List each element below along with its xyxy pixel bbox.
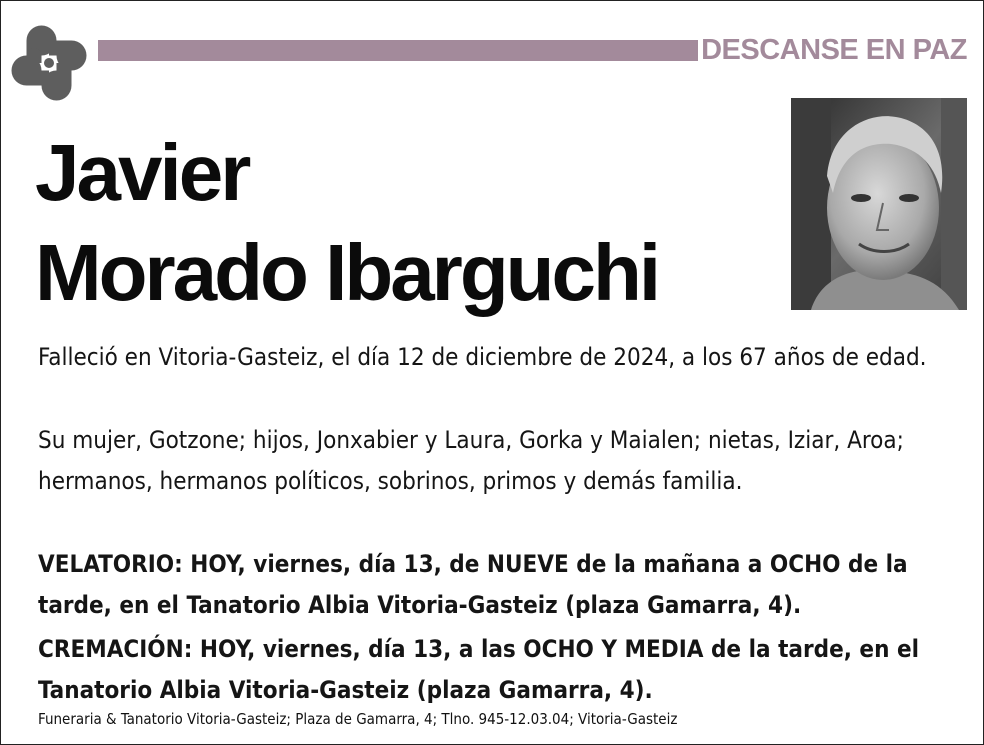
cremation-paragraph: CREMACIÓN: HOY, viernes, día 13, a las OCHO Y MEDIA de la tarde, en el Tanatorio Albia Vitoria-Gasteiz (plaza Gamarra, 4). bbox=[38, 635, 920, 704]
deceased-first-name: Javier bbox=[35, 128, 249, 217]
header-label: DESCANSE EN PAZ bbox=[701, 34, 967, 66]
header-rule-bar bbox=[98, 40, 698, 61]
death-paragraph: Falleció en Vitoria-Gasteiz, el día 12 de diciembre de 2024, a los 67 años de edad. bbox=[38, 343, 927, 371]
lauburu-icon bbox=[11, 25, 87, 101]
family-paragraph: Su mujer, Gotzone; hijos, Jonxabier y Laura, Gorka y Maialen; nietas, Iziar, Aroa; hermanos, hermanos políticos, sobrinos, primos y demás familia. bbox=[38, 426, 904, 495]
funeral-home-footer: Funeraria & Tanatorio Vitoria-Gasteiz; Plaza de Gamarra, 4; Tlno. 945-12.03.04; Vitoria-Gasteiz bbox=[38, 710, 678, 728]
wake-paragraph: VELATORIO: HOY, viernes, día 13, de NUEVE de la mañana a OCHO de la tarde, en el Tanatorio Albia Vitoria-Gasteiz (plaza Gamarra, 4). bbox=[38, 550, 908, 619]
portrait-photo bbox=[791, 98, 967, 310]
deceased-surnames: Morado Ibarguchi bbox=[35, 228, 659, 317]
